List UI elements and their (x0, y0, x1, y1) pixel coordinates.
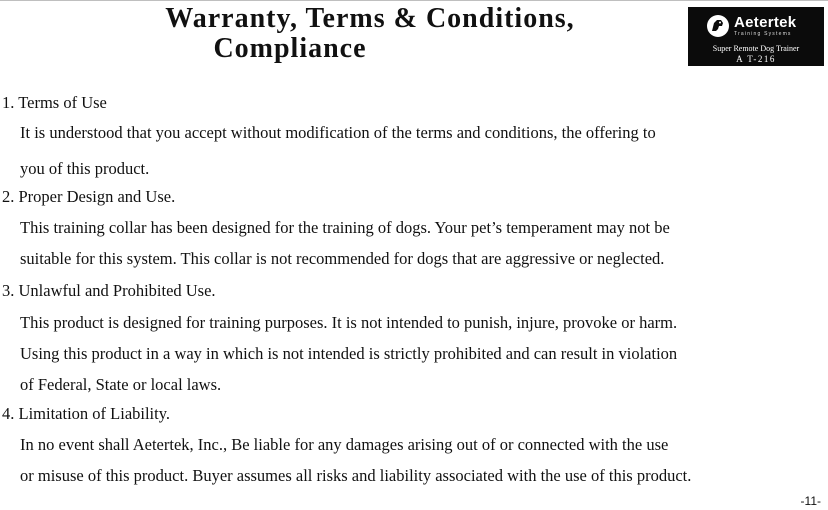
section-text-line: or misuse of this product. Buyer assumes all risks and liability associated with the use of this product. (20, 466, 692, 485)
top-rule (0, 0, 828, 1)
section-heading-unlawful-use: 3. Unlawful and Prohibited Use. (2, 281, 216, 300)
section-text-line: Using this product in a way in which is not intended is strictly prohibited and can result in violation (20, 344, 678, 363)
page-title-line-1: Warranty, Terms & Conditions, (165, 3, 575, 34)
section-text-line: This training collar has been designed for the training of dogs. Your pet’s temperament may not be (20, 218, 670, 237)
brand-text (734, 15, 796, 37)
section-text-line: of Federal, State or local laws. (20, 375, 222, 394)
brand-row (706, 13, 796, 39)
model-number: A T-216 (736, 54, 776, 64)
section-heading-terms-of-use: 1. Terms of Use (2, 93, 107, 112)
brand-name: Aetertek (734, 14, 797, 31)
dog-head-icon (706, 14, 730, 38)
section-text-line: It is understood that you accept without modification of the terms and conditions, the offering to (20, 123, 656, 142)
page-number: -11- (800, 494, 821, 508)
section-text-line: In no event shall Aetertek, Inc., Be liable for any damages arising out of or connected with the use (20, 435, 669, 454)
section-text-line: you of this product. (20, 159, 150, 178)
brand-tagline: Training Systems (734, 31, 792, 37)
page-title-line-2: Compliance (213, 33, 367, 64)
section-heading-limitation-of-liability: 4. Limitation of Liability. (2, 404, 171, 423)
section-heading-proper-design: 2. Proper Design and Use. (2, 187, 176, 206)
product-name: Super Remote Dog Trainer (712, 44, 800, 53)
page-title (0, 4, 740, 64)
brand-logo (688, 7, 824, 66)
section-text-line: suitable for this system. This collar is not recommended for dogs that are aggressive or neglected. (20, 249, 665, 268)
section-text-line: This product is designed for training purposes. It is not intended to punish, injure, provoke or harm. (20, 313, 678, 332)
